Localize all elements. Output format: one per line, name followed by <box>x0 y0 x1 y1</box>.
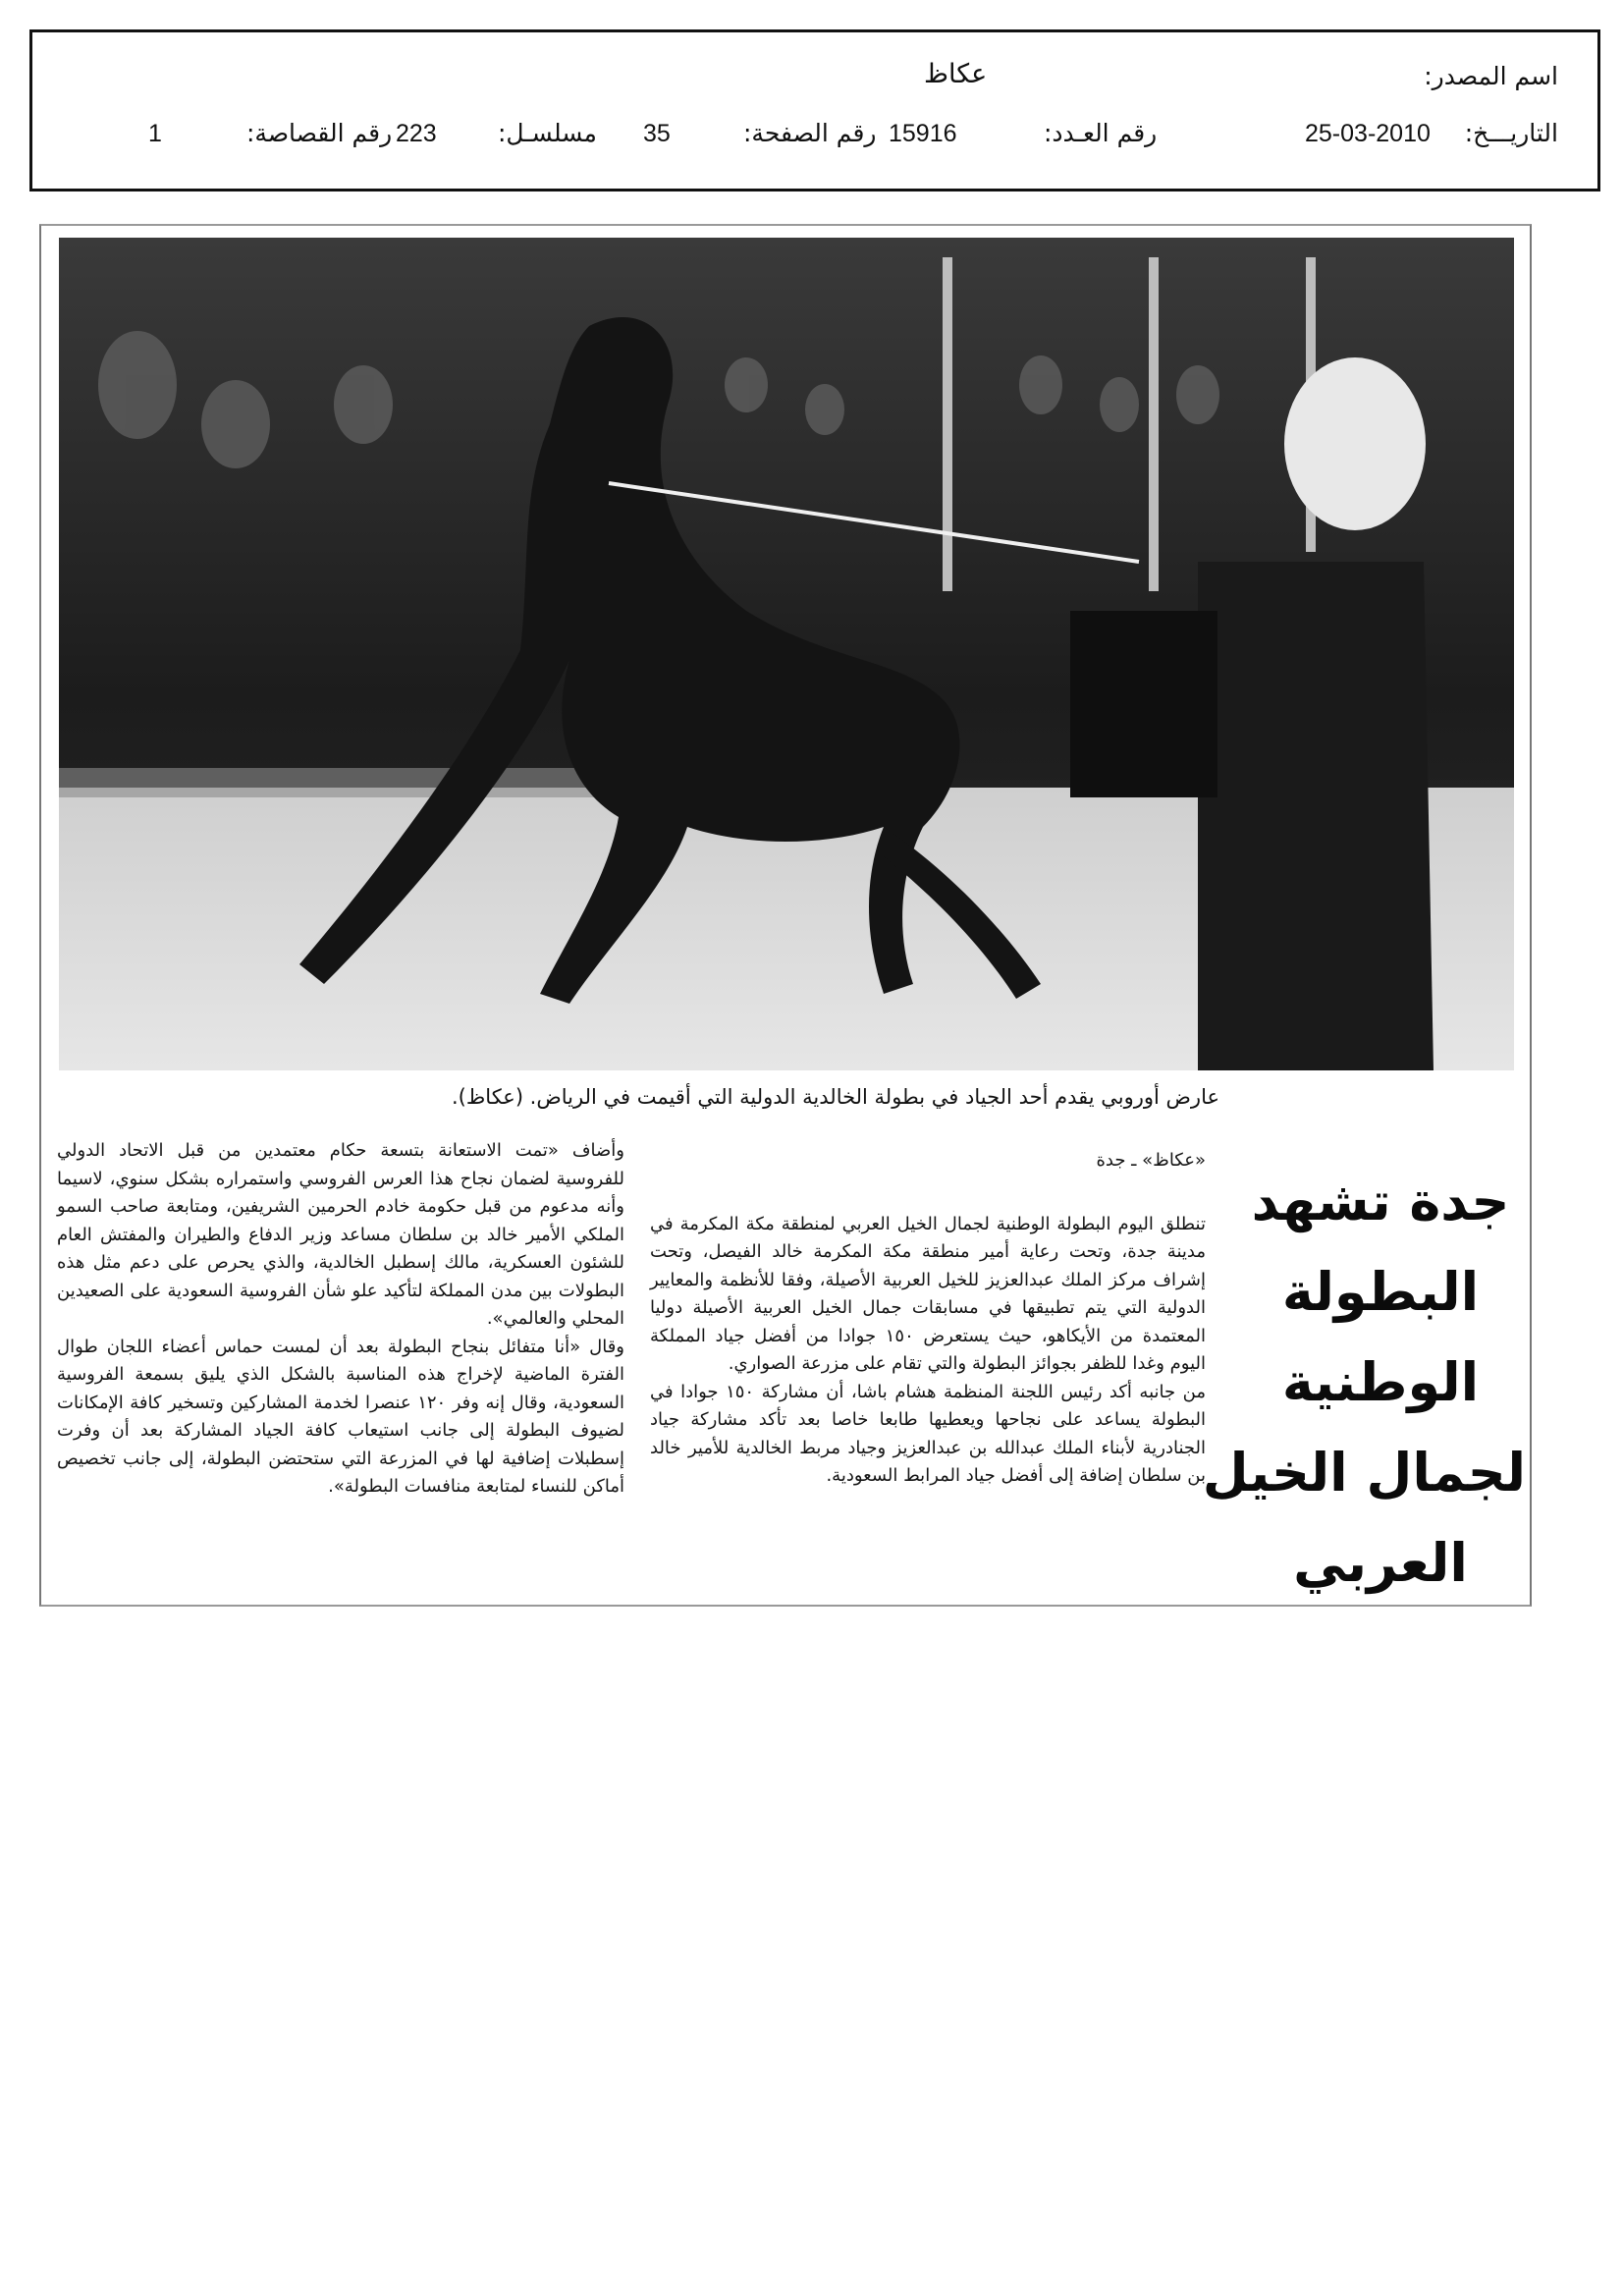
serial-value: 223 <box>396 120 437 147</box>
date-label: التاريـــخ: <box>1464 119 1558 147</box>
clipping-header-box <box>29 29 1600 191</box>
article-byline: «عكاظ» ـ جدة <box>1096 1150 1206 1171</box>
article-paragraph: وأضاف «تمت الاستعانة بتسعة حكام معتمدين من قبل الاتحاد الدولي للفروسية لضمان نجاح هذا العرس الفروسي واستمراره بشكل سنوي، لاسيما وأنه مدعوم من قبل حكومة خادم الحرمين الشريفين، ومتابعة صاحب السمو الملكي الأمير خالد بن سلطان مساعد وزير الدفاع والطيران والمفتش العام للشئون العسكرية، مالك إسطبل الخالدية، والذي يحرص على دعم مثل هذه البطولات بين مدن المملكة لتأكيد علو شأن الفروسية السعودية على الصعيدين المحلي والعالمي». <box>57 1140 624 1329</box>
clipping-value: 1 <box>148 120 162 147</box>
article-paragraph: تنطلق اليوم البطولة الوطنية لجمال الخيل العربي لمنطقة مكة المكرمة في مدينة جدة، وتحت رعاية أمير منطقة مكة المكرمة خالد الفيصل، وتحت إشراف مركز الملك عبدالعزيز للخيل العربية الأصيلة، وفقا للأنظمة والمعايير الدولية التي يتم تطبيقها في مسابقات جمال الخيل العربية الأصيلة دوليا المعتمدة من الأيكاهو، حيث يستعرض ١٥٠ جوادا من أفضل جياد المملكة اليوم وغدا للظفر بجوائز البطولة والتي تقام على مزرعة الصواري. <box>650 1213 1207 1374</box>
article-paragraph: من جانبه أكد رئيس اللجنة المنظمة هشام باشا، أن مشاركة ١٥٠ جوادا في البطولة يساعد على نجاحها ويعطيها طابعا خاصا بعد تأكد مشاركة جياد الجنادرية لأبناء الملك عبدالله بن عبدالعزيز وجياد مربط الخالدية للأمير خالد بن سلطان إضافة إلى أفضل جياد المرابط السعودية. <box>650 1381 1206 1486</box>
headline-line: البطولة <box>1281 1261 1480 1323</box>
photo-caption: عارض أوروبي يقدم أحد الجياد في بطولة الخالدية الدولية التي أقيمت في الرياض. (عكاظ). <box>452 1085 1219 1109</box>
serial-label: مسلسـل: <box>498 119 597 147</box>
article-column-left <box>57 1137 624 1502</box>
issue-value: 15916 <box>889 120 957 147</box>
issue-label: رقم العـدد: <box>1044 119 1158 147</box>
article-photo <box>59 238 1514 1070</box>
article-headline <box>1202 1157 1526 1609</box>
source-label: اسم المصدر: <box>1424 62 1558 90</box>
horse-show-photo-illustration <box>59 238 1514 1070</box>
source-value: عكاظ <box>924 59 988 89</box>
date-value: 25-03-2010 <box>1305 120 1431 147</box>
page-value: 35 <box>643 120 671 147</box>
page-label: رقم الصفحة: <box>743 119 877 147</box>
article-paragraph: وقال «أنا متفائل بنجاح البطولة بعد أن لمست حماس أعضاء اللجان طوال الفترة الماضية لإخراج هذه المناسبة بالشكل الذي يليق بسمعة الفروسية السعودية، وقال إنه وفر ١٢٠ عنصرا لخدمة المشاركين وتسخير كافة الإمكانات لضيوف البطولة إلى جانب استيعاب كافة الجياد المشاركة بعد أن وفرت إسطبلات إضافية لها في المزرعة التي ستحتضن البطولة، إلى جانب تخصيص أماكن للنساء لمتابعة منافسات البطولة». <box>57 1336 624 1497</box>
headline-line: العربي <box>1293 1532 1468 1594</box>
clipping-label: رقم القصاصة: <box>246 119 393 147</box>
headline-line: جدة تشهد <box>1251 1171 1510 1232</box>
headline-line: لجمال الخيل <box>1202 1442 1526 1503</box>
article-column-right <box>650 1147 1206 1491</box>
headline-line: الوطنية <box>1281 1351 1480 1413</box>
